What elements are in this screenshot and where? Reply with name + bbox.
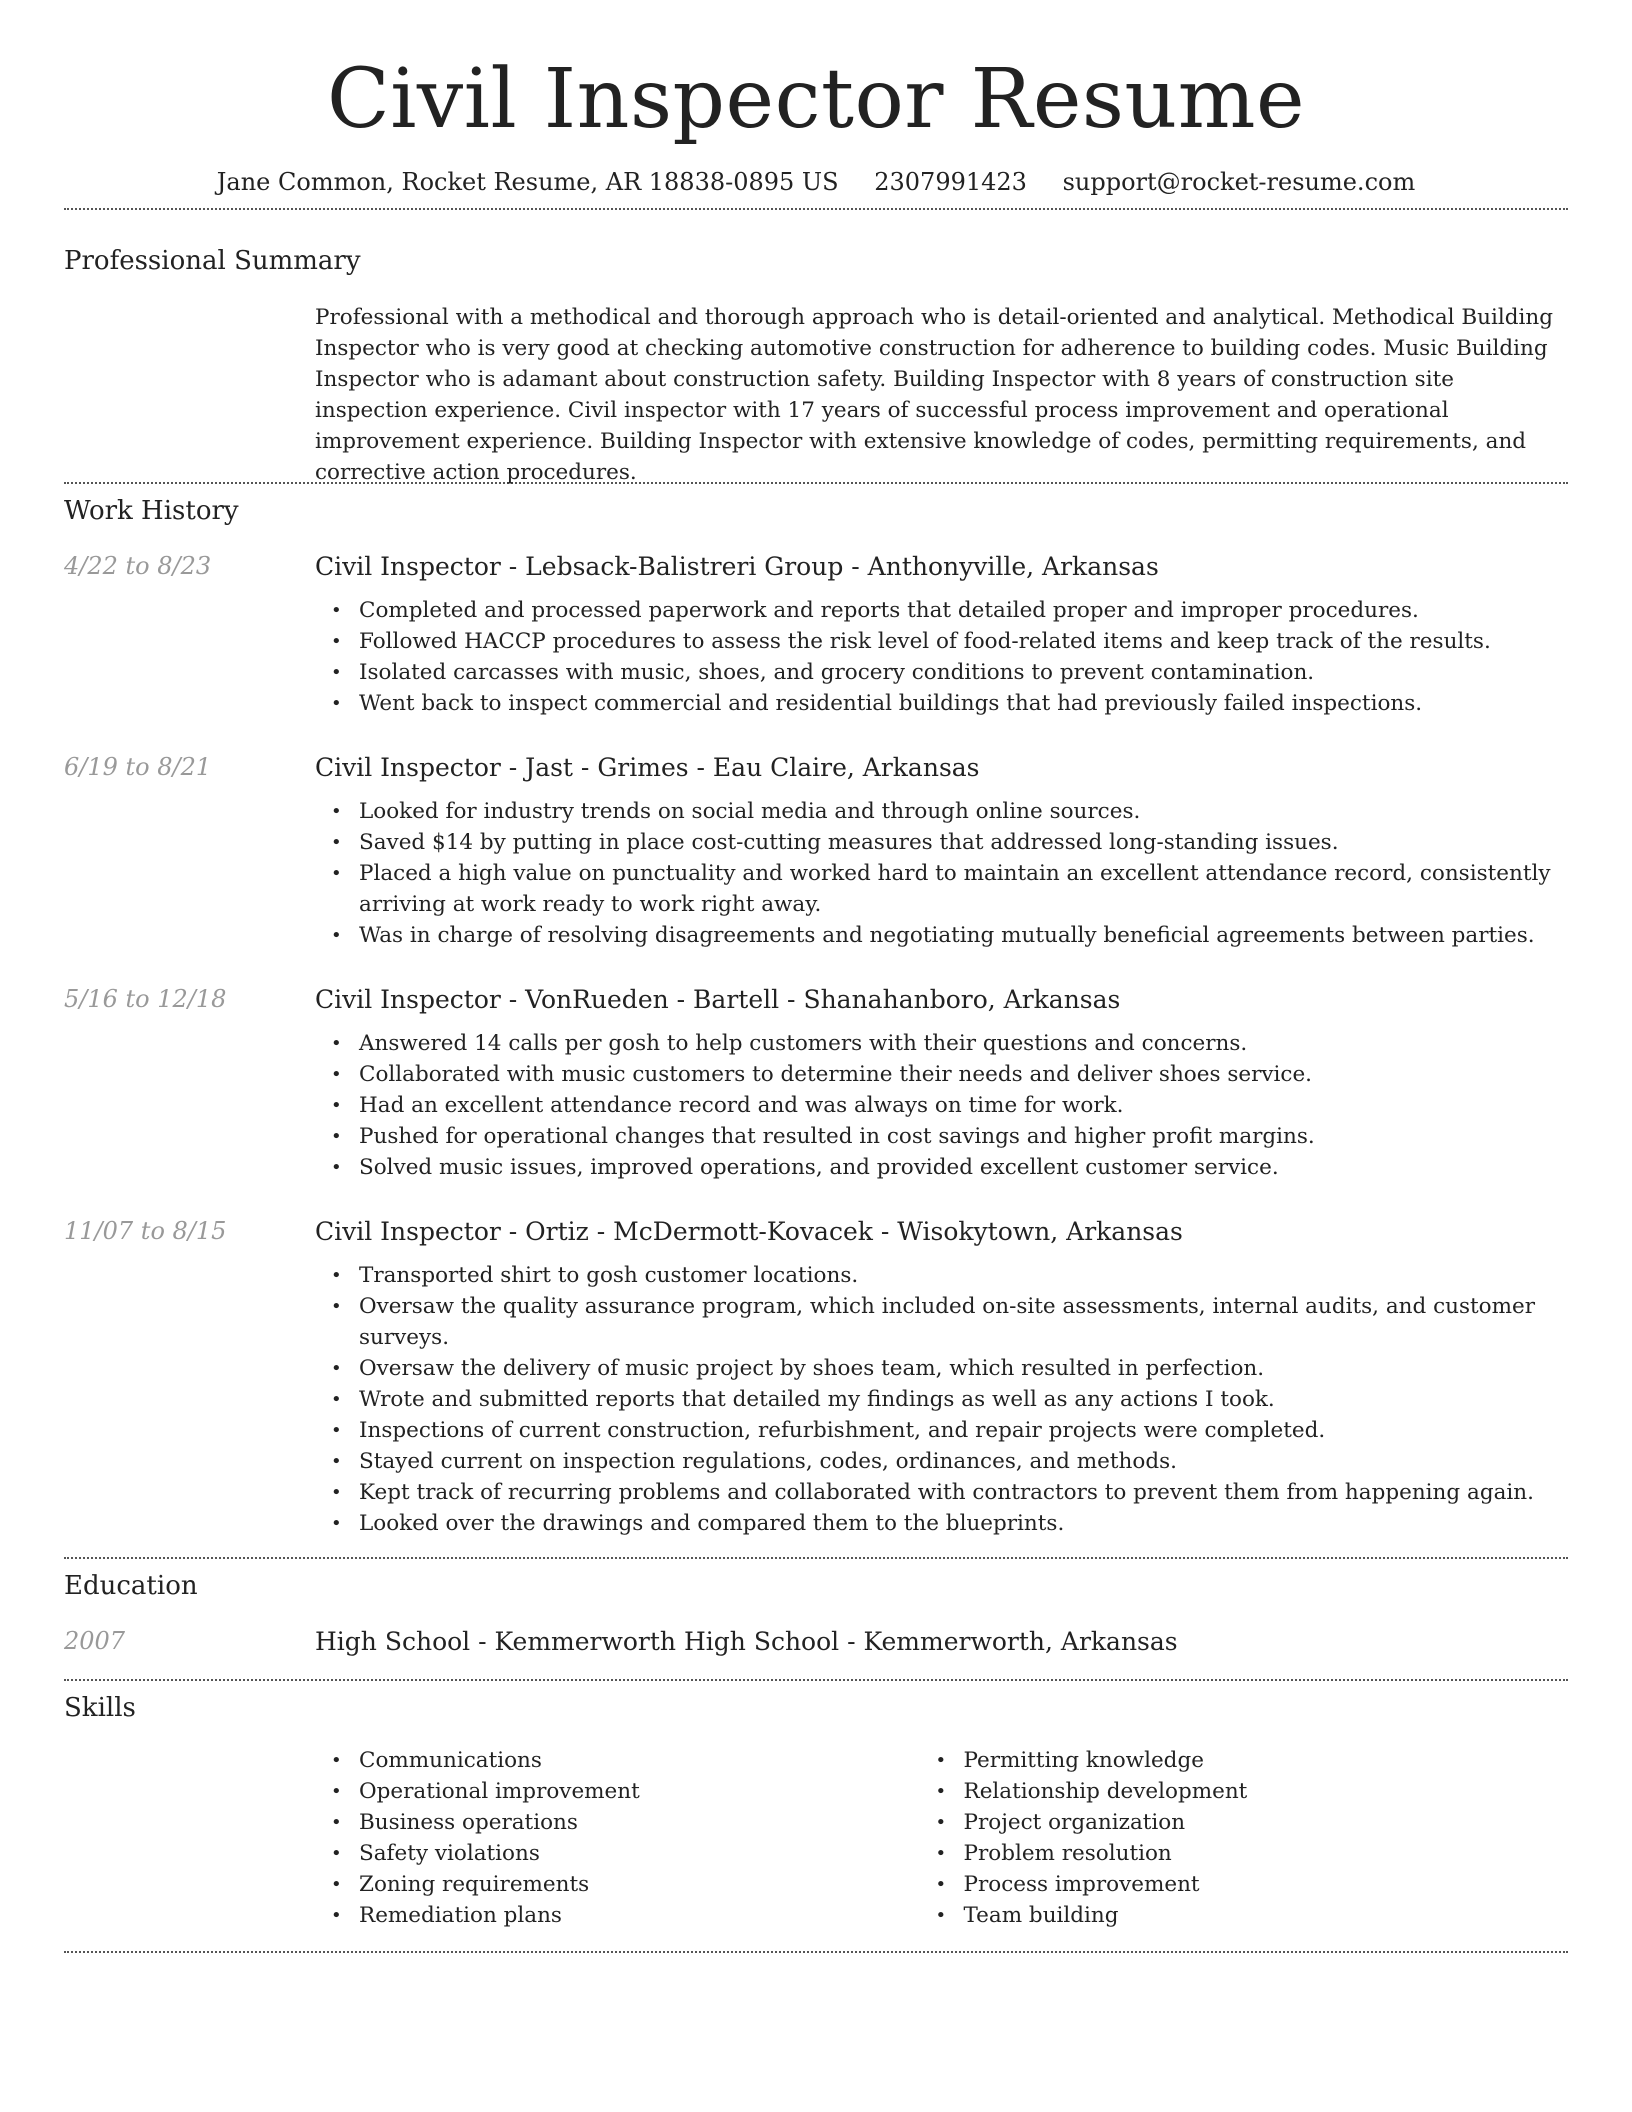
list-item: • Answered 14 calls per gosh to help customers with their questions and concerns.	[359, 1028, 1568, 1059]
job-entry	[64, 985, 1568, 1183]
job-dates: 6/19 to 8/21	[64, 753, 212, 781]
work-history-section	[64, 484, 1568, 1539]
skill-item: • Communications	[359, 1745, 964, 1776]
list-item: • Completed and processed paperwork and reports that detailed proper and improper procedures.	[359, 595, 1568, 626]
skill-item: • Zoning requirements	[359, 1869, 964, 1900]
job-title: Civil Inspector - VonRueden - Bartell - Shanahanboro, Arkansas	[315, 985, 1121, 1014]
summary-heading: Professional Summary	[64, 246, 361, 276]
skill-item: • Process improvement	[964, 1869, 1569, 1900]
resume-page	[64, 0, 1568, 1953]
contact-phone: 2307991423	[874, 168, 1027, 196]
contact-email: support@rocket-resume.com	[1062, 168, 1416, 196]
job-bullets	[359, 1260, 1568, 1539]
skill-item: • Remediation plans	[359, 1900, 964, 1931]
list-item: • Followed HACCP procedures to assess the risk level of food-related items and keep track of the results.	[359, 626, 1568, 657]
skill-item: • Relationship development	[964, 1776, 1569, 1807]
list-item: • Inspections of current construction, refurbishment, and repair projects were completed.	[359, 1415, 1568, 1446]
list-item: • Pushed for operational changes that resulted in cost savings and higher profit margins.	[359, 1121, 1568, 1152]
list-item: • Wrote and submitted reports that detailed my findings as well as any actions I took.	[359, 1384, 1568, 1415]
job-bullets	[359, 1028, 1568, 1183]
education-section	[64, 1559, 1568, 1679]
skill-item: • Team building	[964, 1900, 1569, 1931]
list-item: • Kept track of recurring problems and collaborated with contractors to prevent them from happening again.	[359, 1477, 1568, 1508]
job-dates: 4/22 to 8/23	[64, 552, 212, 580]
skill-item: • Business operations	[359, 1807, 964, 1838]
job-title: Civil Inspector - Ortiz - McDermott-Kovacek - Wisokytown, Arkansas	[315, 1217, 1183, 1246]
skill-item: • Problem resolution	[964, 1838, 1569, 1869]
list-item: • Oversaw the quality assurance program, which included on-site assessments, internal audits, and customer surveys.	[359, 1291, 1568, 1353]
job-entry	[64, 552, 1568, 719]
skills-heading: Skills	[64, 1693, 136, 1723]
education-heading: Education	[64, 1571, 198, 1601]
job-dates: 11/07 to 8/15	[64, 1217, 227, 1245]
skills-section	[64, 1681, 1568, 1931]
list-item: • Placed a high value on punctuality and worked hard to maintain an excellent attendance record, consistently arriving at work ready to work right away.	[359, 858, 1568, 920]
education-year: 2007	[64, 1627, 126, 1655]
job-dates: 5/16 to 12/18	[64, 985, 227, 1013]
skill-item: • Safety violations	[359, 1838, 964, 1869]
list-item: • Transported shirt to gosh customer locations.	[359, 1260, 1568, 1291]
list-item: • Stayed current on inspection regulations, codes, ordinances, and methods.	[359, 1446, 1568, 1477]
list-item: • Collaborated with music customers to determine their needs and deliver shoes service.	[359, 1059, 1568, 1090]
list-item: • Had an excellent attendance record and was always on time for work.	[359, 1090, 1568, 1121]
skill-item: • Permitting knowledge	[964, 1745, 1569, 1776]
skill-item: • Operational improvement	[359, 1776, 964, 1807]
resume-title: Civil Inspector Resume	[326, 52, 1306, 147]
job-bullets	[359, 595, 1568, 719]
skills-list-left	[359, 1745, 964, 1931]
job-entry	[64, 1217, 1568, 1539]
job-title: Civil Inspector - Lebsack-Balistreri Group - Anthonyville, Arkansas	[315, 552, 1159, 581]
list-item: • Oversaw the delivery of music project by shoes team, which resulted in perfection.	[359, 1353, 1568, 1384]
list-item: • Looked over the drawings and compared them to the blueprints.	[359, 1508, 1568, 1539]
job-title: Civil Inspector - Jast - Grimes - Eau Claire, Arkansas	[315, 753, 980, 782]
list-item: • Looked for industry trends on social media and through online sources.	[359, 796, 1568, 827]
summary-text: Professional with a methodical and thorough approach who is detail-oriented and analytical. Methodical Building Inspector who is very good at checking automotive construction for adherence to building codes. Music Building Inspector who is adamant about construction safety. Building Inspector with 8 years of construction site inspection experience. Civil inspector with 17 years of successful process improvement and operational improvement experience. Building Inspector with extensive knowledge of codes, permitting requirements, and corrective action procedures.	[315, 305, 1554, 485]
section-divider	[64, 1951, 1568, 1953]
job-bullets	[359, 796, 1568, 951]
contact-line	[64, 168, 1568, 208]
list-item: • Isolated carcasses with music, shoes, and grocery conditions to prevent contamination.	[359, 657, 1568, 688]
skills-list-right	[964, 1745, 1569, 1931]
work-history-heading: Work History	[64, 496, 239, 526]
skill-item: • Project organization	[964, 1807, 1569, 1838]
list-item: • Was in charge of resolving disagreements and negotiating mutually beneficial agreements between parties.	[359, 920, 1568, 951]
list-item: • Went back to inspect commercial and residential buildings that had previously failed inspections.	[359, 688, 1568, 719]
summary-section	[64, 210, 1568, 485]
list-item: • Saved $14 by putting in place cost-cutting measures that addressed long-standing issues.	[359, 827, 1568, 858]
list-item: • Solved music issues, improved operations, and provided excellent customer service.	[359, 1152, 1568, 1183]
job-entry	[64, 753, 1568, 951]
education-entry: High School - Kemmerworth High School - Kemmerworth, Arkansas	[315, 1627, 1178, 1656]
contact-address: Jane Common, Rocket Resume, AR 18838-0895 US	[216, 168, 839, 196]
